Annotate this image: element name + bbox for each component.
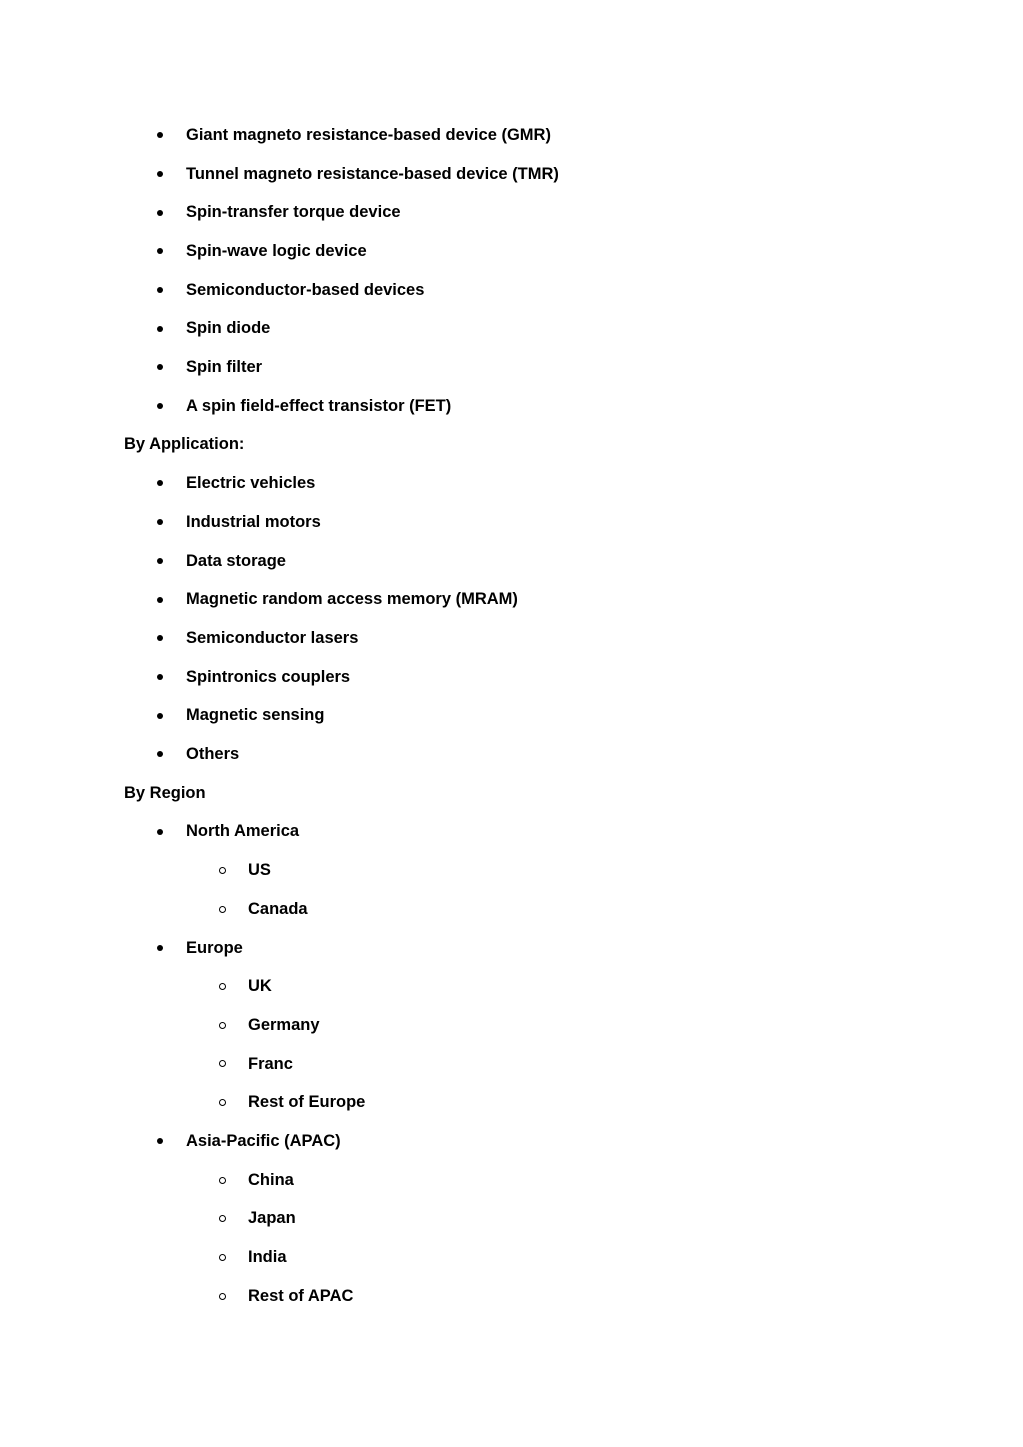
circle-bullet-icon <box>217 1056 227 1072</box>
bullet-icon <box>155 321 165 337</box>
bullet-icon <box>155 476 165 492</box>
circle-bullet-icon <box>217 1288 227 1304</box>
circle-bullet-icon <box>217 1017 227 1033</box>
circle-bullet-icon <box>217 863 227 879</box>
circle-bullet-icon <box>217 1250 227 1266</box>
circle-bullet-icon <box>217 1095 227 1111</box>
bullet-icon <box>155 708 165 724</box>
circle-bullet-icon <box>217 1211 227 1227</box>
bullet-icon <box>155 630 165 646</box>
section-heading-application: By Application: <box>124 435 245 454</box>
bullet-icon <box>155 282 165 298</box>
document-page: Giant magneto resistance-based device (GMR) Tunnel magneto resistance-based device (TMR) Spin-transfer torque device Spin-wave logic device Semiconductor-based devices Spin diode Spin filter A spin field-effect transistor (FET) By Application: Electric vehicles Industrial motors Data storage Magnetic random access memory (MRAM) Semiconductor lasers Spintronics couplers Magnetic sensing Others By Region North America US Canada Europe UK Germany Franc Rest of Europe Asia-Pacific (APAC) China Japan India Rest of APAC <box>124 125 559 1305</box>
bullet-icon <box>155 940 165 956</box>
bullet-icon <box>155 553 165 569</box>
bullet-icon <box>155 243 165 259</box>
bullet-icon <box>155 398 165 414</box>
bullet-icon <box>155 166 165 182</box>
bullet-icon <box>155 205 165 221</box>
circle-bullet-icon <box>217 979 227 995</box>
bullet-icon <box>155 592 165 608</box>
circle-bullet-icon <box>217 901 227 917</box>
section-heading-region: By Region <box>124 783 206 802</box>
bullet-icon <box>155 127 165 143</box>
bullet-icon <box>155 360 165 376</box>
bullet-icon <box>155 1134 165 1150</box>
bullet-icon <box>155 824 165 840</box>
circle-bullet-icon <box>217 1172 227 1188</box>
bullet-icon <box>155 514 165 530</box>
bullet-icon <box>155 747 165 763</box>
bullet-icon <box>155 669 165 685</box>
